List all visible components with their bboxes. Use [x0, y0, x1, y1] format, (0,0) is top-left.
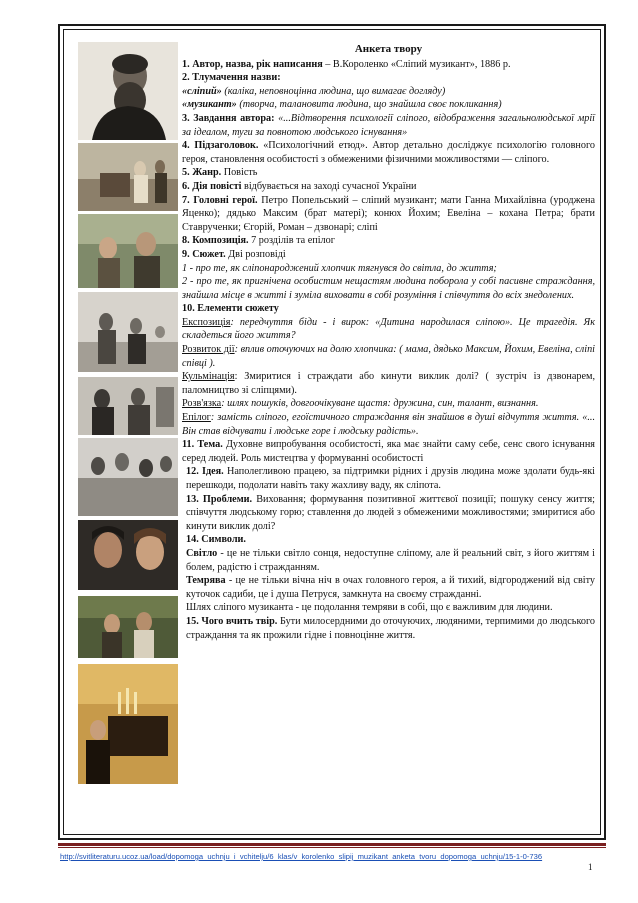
- section-11: [182, 438, 595, 465]
- section-11-label: 11. Тема.: [182, 439, 223, 451]
- section-14-light: [182, 547, 595, 574]
- author-portrait: [78, 42, 178, 140]
- section-12-text: Наполегливою працею, за підтримки рідних і друзів людина може здолати будь-які перешкоди, подолати навіть таку жахливу ваду, як сліпота.: [186, 466, 595, 491]
- term-muzykant-text: (творча, талановита людина, що знайшла своє покликання): [236, 99, 502, 111]
- section-12-label: 12. Ідея.: [186, 466, 224, 478]
- epilogue-label: Епілог: [182, 412, 211, 424]
- term-slipyi: «сліпий»: [182, 85, 222, 97]
- section-6-text: відбувається на заході сучасної України: [241, 180, 417, 192]
- section-13-label: 13. Проблеми.: [186, 493, 253, 505]
- darkness-text: - це не тільки вічна ніч в очах головного героя, а й тихий, відгороджений від світу куточок садиби, це і душа Петруся, замкнута на своєму стражданні.: [186, 575, 595, 600]
- section-13: [182, 493, 595, 534]
- section-4-text: «Психологічний етюд». Автор детально досліджує психологію головного героя, становлення особистості з обмеженими фізичними можливостями — сліпого.: [182, 140, 595, 165]
- section-8-label: 8. Композиція.: [182, 235, 249, 247]
- light-label: Світло: [186, 547, 218, 559]
- page-title: Анкета твору: [354, 43, 423, 55]
- section-6: [182, 180, 595, 194]
- development-label: Розвиток дії: [182, 344, 235, 356]
- section-7: [182, 194, 595, 235]
- section-10-development: [182, 343, 595, 370]
- section-12: [182, 465, 595, 492]
- section-1-text: – В.Короленко «Сліпий музикант», 1886 р.: [322, 58, 511, 70]
- scene-film-faces: [78, 520, 178, 590]
- section-2-label: 2. Тлумачення назви:: [182, 72, 281, 84]
- scene-blind-singers-illustration: [78, 377, 178, 435]
- section-15: [182, 615, 595, 642]
- section-7-text: Петро Попельський – сліпий музикант; мати Ганна Михайлівна (уроджена Яценко); дядько Максим (брат матері); конюх Йохим; Евеліна – кохана Петра; брати Ставрученки; Єгорій, Роман – дзвонарі; сліпі: [182, 194, 595, 233]
- section-3-label: 3. Завдання автора:: [182, 112, 275, 124]
- section-15-text: Бути милосердними до оточуючих, людяними, терпимими до людського страждання та як прожили гідне і повноцінне життя.: [186, 615, 595, 641]
- section-8-text: 7 розділів та епілог: [248, 235, 335, 247]
- section-11-text: Духовне випробування особистості, яка має знайти саму себе, сенс свого існування серед людей. Роль мистецтва у формуванні особистості: [182, 439, 595, 464]
- term-muzykant: «музикант»: [182, 99, 237, 111]
- light-text: - це не тільки світло сонця, недоступне сліпому, але й реальний світ, з його життям і болем, радістю і стражданням.: [186, 547, 595, 573]
- section-9-label: 9. Сюжет.: [182, 248, 226, 260]
- section-4: [182, 139, 595, 166]
- climax-label: Кульмінація: [182, 371, 235, 383]
- section-10-resolution: [182, 397, 595, 411]
- page-number: 1: [588, 862, 593, 872]
- scene-piano-illustration: [78, 143, 178, 211]
- section-14-darkness: [182, 574, 595, 601]
- climax-text: : Змиритися і страждати або кинути виклик долі? ( зустріч із дзвонарем, паломництво зі сліпцями).: [182, 371, 595, 396]
- section-14-path: Шлях сліпого музиканта - це подолання темряви в собі, що є важливим для людини.: [186, 602, 553, 614]
- section-10-label: 10. Елементи сюжету: [182, 303, 279, 315]
- section-9-text: Дві розповіді: [225, 248, 286, 260]
- scene-boy-film-still: [78, 214, 178, 288]
- section-3: [182, 112, 595, 139]
- scene-pianist-painting: [78, 664, 178, 784]
- section-15-label: 15. Чого вчить твір.: [186, 615, 278, 627]
- section-9: [182, 248, 595, 262]
- darkness-label: Темрява: [186, 575, 226, 587]
- section-1: [182, 58, 595, 72]
- section-14-label: 14. Символи.: [186, 534, 246, 546]
- exposition-label: Експозиція: [182, 316, 231, 328]
- section-1-label: 1. Автор, назва, рік написання: [182, 58, 323, 70]
- section-13-text: Виховання; формування позитивної життєвої позиції; пошуку сенсу життя; співчуття людському горю; ставлення до людей з обмеженими можливостями; змиритися або кинути виклик долі?: [186, 493, 595, 532]
- scene-family-illustration: [78, 292, 178, 372]
- section-7-label: 7. Головні герої.: [182, 194, 258, 206]
- section-5-text: Повість: [221, 167, 258, 179]
- resolution-text: : шлях пошуків, довгоочікуване щастя: дружина, син, талант, визнання.: [221, 398, 539, 410]
- section-5: [182, 166, 595, 180]
- section-3-text: «...Відтворення психології сліпого, відображення загальнолюдської мрії за ідеалом, туги за повнотою людського існування»: [182, 112, 595, 138]
- questionnaire-text: [182, 43, 595, 642]
- section-9-line-2: 2 - про те, як пригнічена особистим нещастям людина поборола у собі пасивне страждання, знайшла місце в житті і зуміла виховати в собі розуміння і співчуття до всіх знедолених.: [182, 276, 595, 301]
- term-slipyi-text: (каліка, неповноцінна людина, що вимагає догляду): [221, 85, 446, 97]
- footer-rule-thin: [58, 847, 606, 848]
- scene-group-film-still: [78, 438, 178, 516]
- section-10-climax: [182, 370, 595, 397]
- scene-forest-film-still: [78, 596, 178, 658]
- section-8: [182, 234, 595, 248]
- section-10-epilogue: [182, 411, 595, 438]
- section-2-slipyi: [182, 85, 595, 99]
- resolution-label: Розв'язка: [182, 398, 222, 410]
- section-2-muzykant: [182, 98, 595, 112]
- exposition-text: : передчуття біди - і вирок: «Дитина народилася сліпою». Це трагедія. Як складеться його життя?: [182, 316, 595, 342]
- section-10-exposition: [182, 316, 595, 343]
- footer-source-link[interactable]: http://svitliteraturu.ucoz.ua/load/dopomoga_uchnju_i_vchitelju/6_klas/v_korolenko_slipij_muzikant_anketa_tvoru_dopomoga_uchnju/15-1-0-736: [60, 852, 543, 861]
- footer-rule: [58, 843, 606, 846]
- section-6-label: 6. Дія повісті: [182, 180, 242, 192]
- section-5-label: 5. Жанр.: [182, 167, 222, 179]
- section-4-label: 4. Підзаголовок.: [182, 140, 259, 152]
- development-text: : вплив оточуючих на долю хлопчика: ( мама, дядько Максим, Йохим, Евеліна, сліпі співці ).: [182, 344, 596, 369]
- section-9-line-1: 1 - про те, як сліпонароджений хлопчик тягнувся до світла, до життя;: [182, 262, 497, 274]
- epilogue-text: : замість сліпого, егоїстичного страждання він знайшов в душі відчуття життя. «... Він став відчувати і людське горе і людську радість».: [182, 412, 595, 437]
